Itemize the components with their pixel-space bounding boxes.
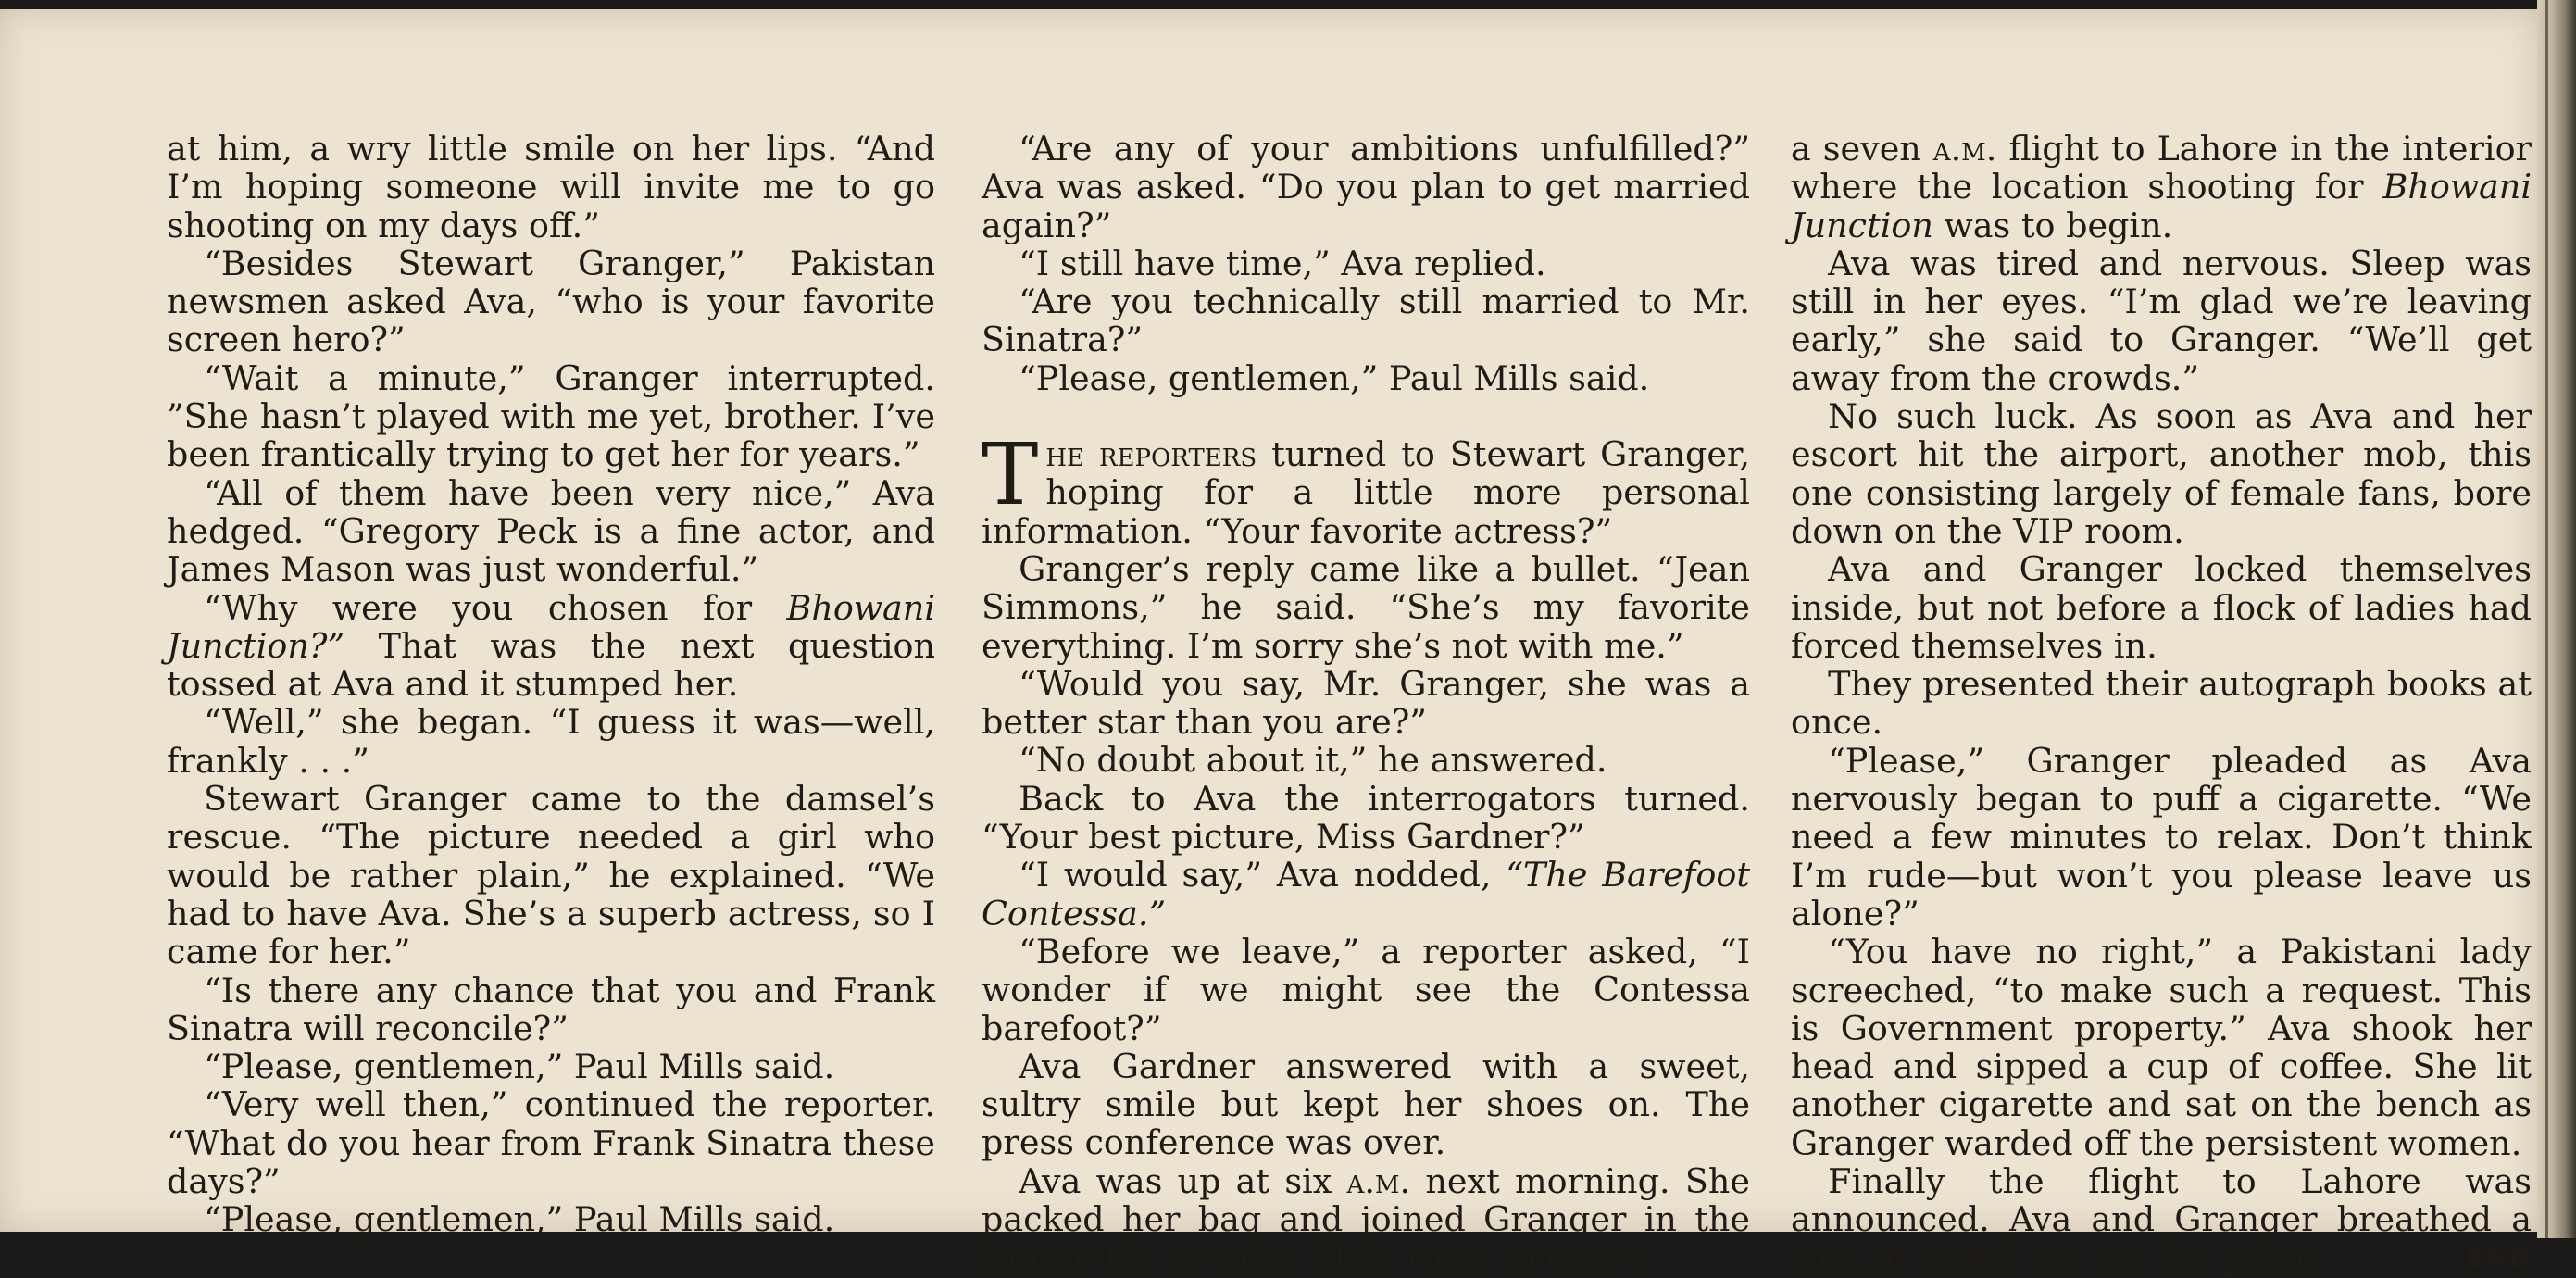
paragraph: Back to Ava the interrogators turned. “Your best picture, Miss Gardner?”: [982, 778, 1750, 858]
paragraph: at him, a wry little smile on her lips. “And I’m hoping someone will invite me to go shooting on my days off.”: [167, 129, 935, 245]
page-edge: [2537, 0, 2576, 1238]
paragraph: “Before we leave,” a reporter asked, “I wonder if we might see the Contessa barefoot?”: [982, 931, 1750, 1048]
film-title: Bhowani Junction: [1791, 167, 2532, 245]
paragraph: No such luck. As soon as Ava and her escort hit the airport, another mob, this one consisting largely of female fans, bore down on the VIP room.: [1791, 396, 2532, 551]
paragraph: “Wait a minute,” Granger interrupted. ”She hasn’t played with me yet, brother. I’ve been frantically trying to get her for years.”: [167, 357, 935, 475]
paragraph: Ava Gardner answered with a sweet, sultry smile but kept her shoes on. The press conference was over.: [982, 1046, 1750, 1163]
paragraph: [982, 1162, 1750, 1277]
paragraph: [1791, 1162, 2532, 1277]
paragraph: “Well,” she began. “I guess it was—well, frankly . . .”: [167, 702, 935, 781]
text-run: “Why were you chosen for: [204, 587, 787, 628]
paragraph: [1791, 130, 2532, 244]
page-gutter-line: [2545, 0, 2548, 1238]
section-break: [982, 397, 1750, 435]
film-title: “The Barefoot Contessa.”: [982, 855, 1750, 933]
paragraph: “Please,” Granger pleaded as Ava nervously began to puff a cigarette. “We need a few minutes to relax. Don’t think I’m rude—but won’t you please leave us alone?”: [1791, 740, 2532, 933]
paragraph: “Please, gentlemen,” Paul Mills said.: [204, 1046, 835, 1087]
paragraph: [167, 589, 935, 704]
paragraph: Granger’s reply came like a bullet. “Jean Simmons,” he said. “She’s my favorite everything. I’m sorry she’s not with me.”: [982, 548, 1750, 666]
small-caps-time: a.m.: [1932, 129, 1997, 169]
film-title: Bhowani Junction?”: [167, 587, 935, 666]
paragraph: “No doubt about it,” he answered.: [1019, 740, 1607, 781]
article-column-1: [167, 130, 935, 1239]
paragraph: “Very well then,” continued the reporter. “What do you hear from Frank Sinatra these days?”: [167, 1084, 935, 1202]
paragraph: “All of them have been very nice,” Ava hedged. “Gregory Peck is a fine actor, and James Mason was just wonderful.”: [167, 472, 935, 590]
small-caps-lead: he reporters: [1045, 434, 1257, 475]
text-run: That was the next question tossed at Ava and it stumped her.: [167, 625, 935, 705]
drop-cap: T: [982, 425, 1039, 525]
paragraph-dropcap: [982, 425, 1751, 551]
text-run: was to begin.: [1932, 205, 2173, 245]
paragraph: They presented their autograph books at once.: [1791, 664, 2532, 743]
paragraph: [982, 856, 1750, 933]
paragraph: “I still have time,” Ava replied.: [1019, 243, 1546, 283]
text-run: flight to Lahore in the interior where the location shooting for: [1791, 129, 2532, 207]
text-run: turned to Stewart Granger, hoping for a little more personal information. “Your favorite actress?”: [982, 434, 1751, 551]
paragraph: Ava and Granger locked themselves inside, but not before a flock of ladies had forced themselves in.: [1791, 549, 2532, 666]
paragraph: “You have no right,” a Pakistani lady screeched, “to make such a request. This is Government property.” Ava shook her head and sipped a cup of coffee. She lit another cigarette and sat on the bench as Granger warded off the persistent women.: [1791, 932, 2532, 1163]
magazine-page: [0, 9, 2537, 1278]
text-run: Ava was up at six: [1019, 1160, 1347, 1201]
paragraph: “Would you say, Mr. Granger, she was a better star than you are?”: [982, 663, 1750, 743]
paragraph: “Please, gentlemen,” Paul Mills said.: [204, 1199, 835, 1240]
small-caps-time: a.m.: [1346, 1160, 1411, 1201]
text-run: Finally the flight to Lahore was announced. Ava and Granger breathed a sigh of relief, ran for the plane.: [1791, 1161, 2532, 1278]
paragraph: Ava was tired and nervous. Sleep was still in her eyes. “I’m glad we’re leaving early,” she said to Granger. “We’ll get away from the crowds.”: [1791, 243, 2532, 398]
paragraph: “Is there any chance that you and Frank Sinatra will reconcile?”: [167, 970, 935, 1048]
text-run: “I would say,” Ava nodded,: [1019, 855, 1507, 896]
paragraph: “Besides Stewart Granger,” Pakistan newsmen asked Ava, “who is your favorite screen hero?”: [167, 243, 935, 360]
text-run: next morning. She packed her bag and joined Granger in the ride to the airport. They were to catch: [982, 1160, 1750, 1278]
text-run: a seven: [1791, 129, 1933, 169]
paragraph: Stewart Granger came to the damsel’s rescue. “The picture needed a girl who would be rather plain,” he explained. “We had to have Ava. She’s a superb actress, so I came for her.”: [167, 779, 935, 972]
article-column-3: [1791, 130, 2532, 1277]
paragraph: “Are any of your ambitions unfulfilled?” Ava was asked. “Do you plan to get married again?”: [982, 129, 1750, 245]
paragraph: “Please, gentlemen,” Paul Mills said.: [1019, 357, 1650, 398]
article-column-2: [982, 130, 1750, 1277]
paragraph: “Are you technically still married to Mr. Sinatra?”: [982, 282, 1750, 360]
end-mark: END: [2466, 1241, 2532, 1274]
